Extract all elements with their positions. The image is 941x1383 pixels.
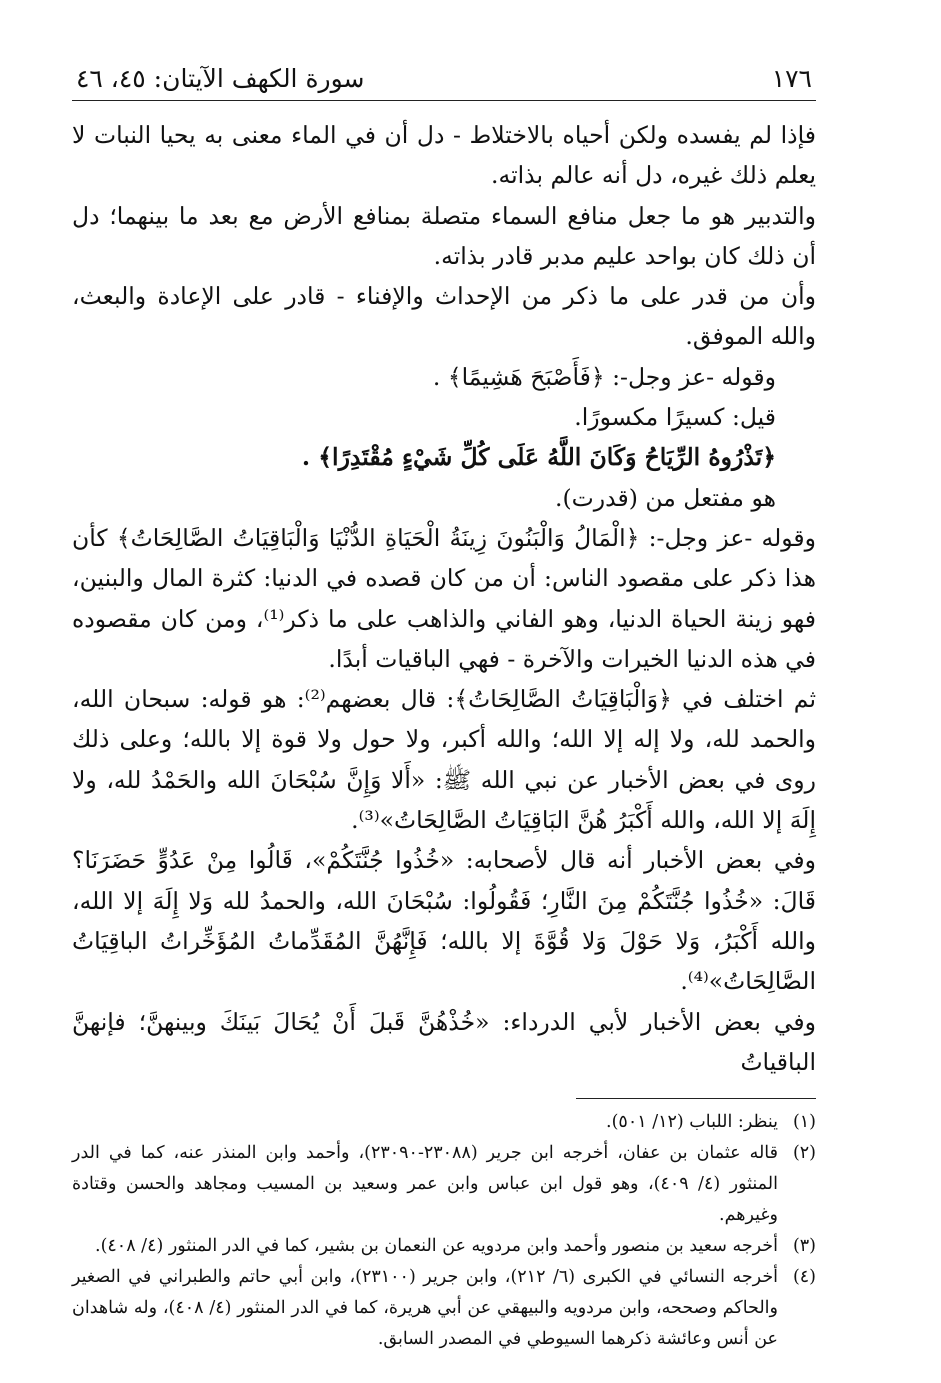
footnote — [72, 1138, 816, 1231]
footnote-number: (٣) — [792, 1236, 816, 1257]
paragraph: وفي بعض الأخبار لأبي الدرداء: «خُذْهُنَّ قَبلَ أَنْ يُحَالَ بَينَكَ وبينهنَّ؛ فإنهنَّ الباقياتُ — [72, 1007, 816, 1076]
running-title: سورة الكهف الآيتان: ٤٥، ٤٦ — [76, 64, 365, 93]
paragraph: والتدبير هو ما جعل منافع السماء متصلة بمنافع الأرض مع بعد ما بينهما؛ دل أن ذلك كان بواحد عليم مدبر قادر بذاته. — [72, 201, 816, 270]
page-header — [72, 62, 816, 101]
footnotes — [72, 1107, 816, 1355]
footnote-text: أخرجه النسائي في الكبرى (٦/ ٢١٢)، وابن جرير (٢٣١٠٠)، وابن أبي حاتم والطبراني في الصغير والحاكم وصححه، وابن مردويه والبيهقي عن أبي هريرة، كما في الدر المنثور (٤/ ٤٠٨)، وله شاهدان عن أنس وعائشة ذكرهما السيوطي في المصدر السابق. — [72, 1267, 778, 1350]
quran-verse: ﴿تَذْرُوهُ الرِّيَاحُ وَكَانَ اللَّهُ عَلَى كُلِّ شَيْءٍ مُقْتَدِرًا﴾ . — [301, 443, 776, 472]
footnote — [72, 1231, 816, 1262]
paragraph: وقوله -عز وجل-: ﴿الْمَالُ وَالْبَنُونَ زِينَةُ الْحَيَاةِ الدُّنْيَا وَالْبَاقِيَاتُ الصَّالِحَاتُ﴾ كأن هذا ذكر على مقصود الناس: أن من كان قصده في الدنيا: كثرة المال والبنين، فهو زينة الحياة الدنيا، وهو الفاني والذاهب على ما ذكر⁽¹⁾، ومن كان مقصوده في هذه الدنيا الخيرات والآخرة - فهي الباقيات أبدًا. — [72, 523, 816, 673]
footnote-text: قاله عثمان بن عفان، أخرجه ابن جرير (٢٣٠٨٨-٢٣٠٩٠)، وأحمد وابن المنذر عنه، كما في الدر المنثور (٤/ ٤٠٩)، وهو قول ابن عباس وابن عمر وسعيد بن المسيب ومجاهد والحسن وقتادة وغيرهم. — [72, 1143, 778, 1226]
paragraph: هو مفتعل من (قدرت). — [555, 483, 776, 512]
paragraph: قيل: كسيرًا مكسورًا. — [574, 403, 776, 432]
footnote-text: أخرجه سعيد بن منصور وأحمد وابن مردويه عن النعمان بن بشير، كما في الدر المنثور (٤/ ٤٠٨). — [95, 1236, 778, 1257]
page-number: ١٧٦ — [771, 64, 812, 93]
paragraph: وفي بعض الأخبار أنه قال لأصحابه: «خُذُوا جُنَّتَكُمْ»، قَالُوا مِنْ عَدُوٍّ حَضَرَنَا؟ قَالَ: «خُذُوا جُنَّتَكُمْ مِنَ النَّارِ؛ فَقُولُوا: سُبْحَانَ الله، والحمدُ لله وَلا إِلَهَ إلا الله، والله أَكْبَرُ، وَلا حَوْلَ وَلا قُوَّةَ إلا بالله؛ فَإِنَّهُنَّ المُقَدِّماتُ المُؤَخِّراتُ الباقِيَاتُ الصَّالِحَاتُ»⁽⁴⁾. — [72, 846, 816, 996]
paragraph: ثم اختلف في ﴿وَالْبَاقِيَاتُ الصَّالِحَاتُ﴾: قال بعضهم⁽²⁾: هو قوله: سبحان الله، والحمد لله، ولا إله إلا الله؛ والله أكبر، ولا حول ولا قوة إلا بالله؛ وعلى ذلك روى في بعض الأخبار عن نبي الله ﷺ: «أَلا وَإِنَّ سُبْحَانَ الله والحَمْدُ لله، ولا إِلَهَ إلا الله، والله أَكْبَرُ هُنَّ البَاقِيَاتُ الصَّالِحَاتُ»⁽³⁾. — [72, 685, 816, 835]
paragraph: وقوله -عز وجل-: ﴿فَأَصْبَحَ هَشِيمًا﴾ . — [432, 362, 776, 391]
paragraph: وأن من قدر على ما ذكر من الإحداث والإفناء - قادر على الإعادة والبعث، والله الموفق. — [72, 282, 816, 351]
footnote-number: (١) — [792, 1112, 816, 1133]
footnote — [72, 1107, 816, 1138]
footnote-separator — [576, 1098, 816, 1099]
footnote-text: ينظر: اللباب (١٢/ ٥٠١). — [606, 1112, 778, 1133]
footnote-number: (٤) — [792, 1267, 816, 1288]
main-text — [72, 115, 816, 1082]
footnote-number: (٢) — [792, 1143, 816, 1164]
footnote — [72, 1262, 816, 1355]
paragraph: فإذا لم يفسده ولكن أحياه بالاختلاط - دل أن في الماء معنى به يحيا النبات لا يعلم ذلك غيره، دل أنه عالم بذاته. — [72, 121, 816, 190]
